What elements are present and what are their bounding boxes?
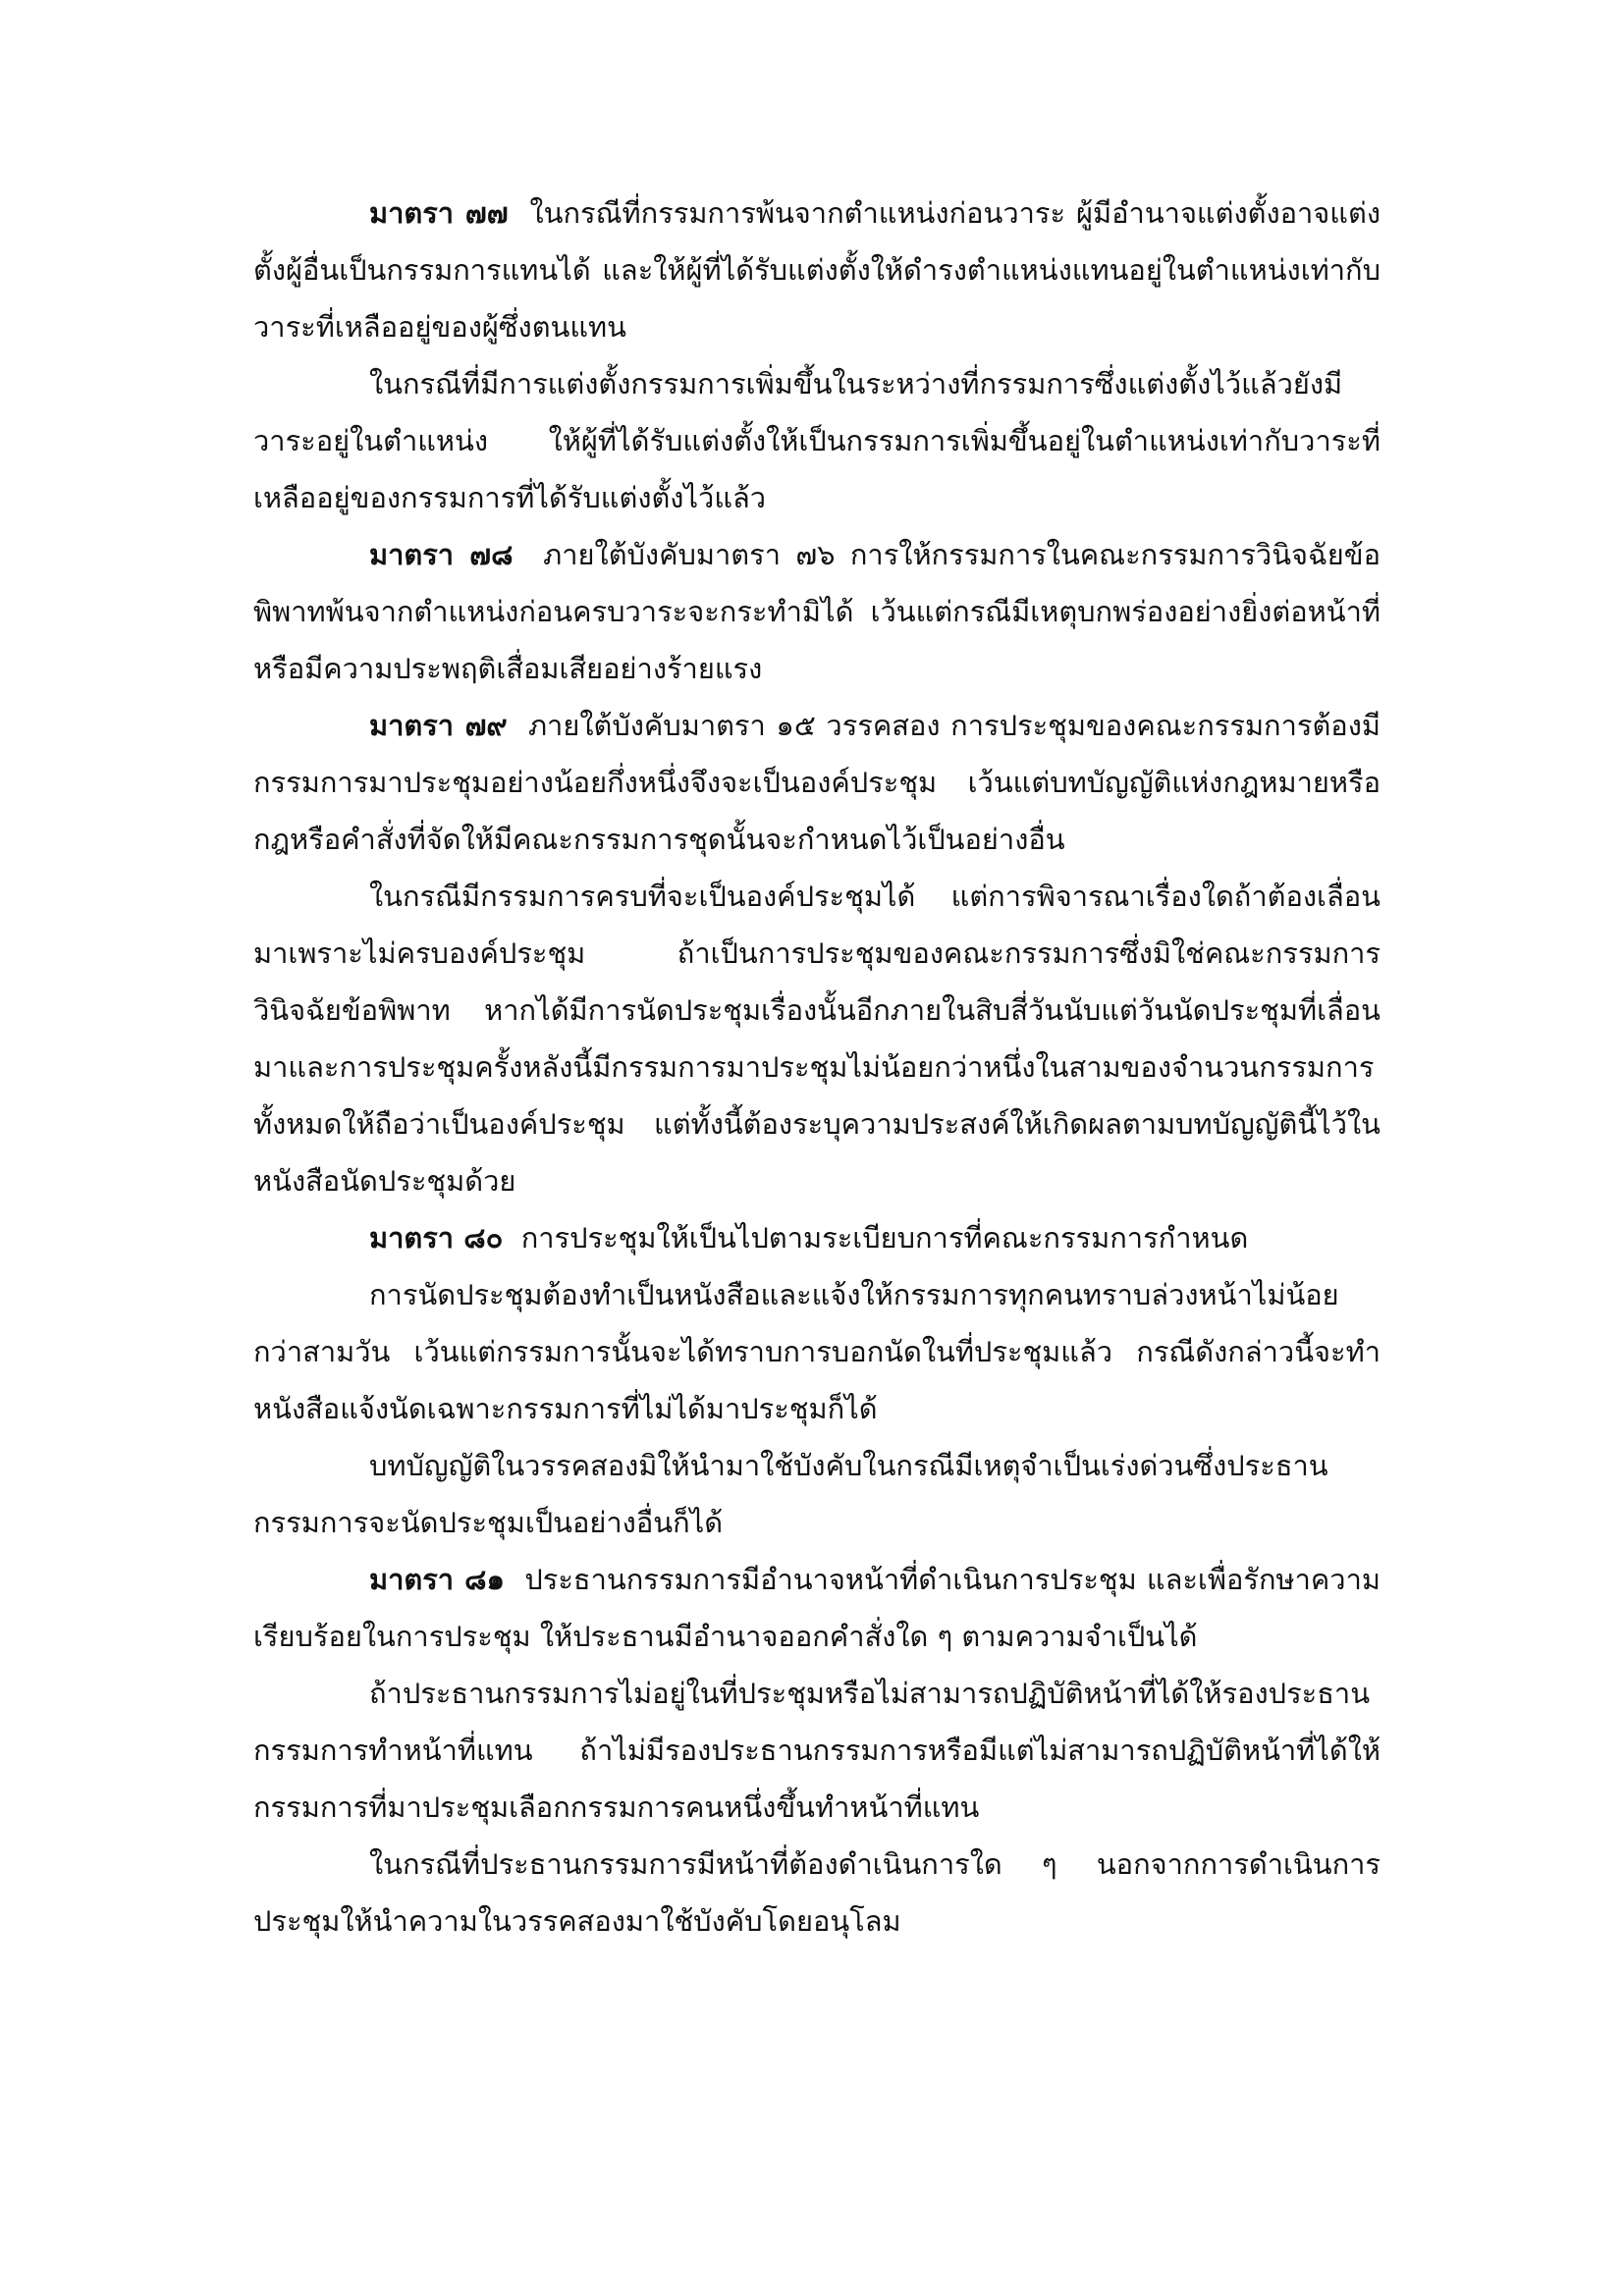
section-81-paragraph-3 bbox=[253, 1836, 1380, 1949]
paragraph-text: ในกรณีมีกรรมการครบที่จะเป็นองค์ประชุมได้ แต่การพิจารณาเรื่องใดถ้าต้องเลื่อนมาเพราะไม่ครบองค์ประชุม ถ้าเป็นการประชุมของคณะกรรมการซึ่งมิใช่คณะกรรมการวินิจฉัยข้อพิพาท หากได้มีการนัดประชุมเรื่องนั้นอีกภายในสิบสี่วันนับแต่วันนัดประชุมที่เลื่อนมาและการประชุมครั้งหลังนี้มีกรรมการมาประชุมไม่น้อยกว่าหนึ่งในสามของจำนวนกรรมการทั้งหมดให้ถือว่าเป็นองค์ประชุม แต่ทั้งนี้ต้องระบุความประสงค์ให้เกิดผลตามบทบัญญัตินี้ไว้ในหนังสือนัดประชุมด้วย bbox=[253, 880, 1380, 1198]
section-80-paragraph bbox=[253, 1209, 1380, 1266]
section-80-paragraph-2 bbox=[253, 1266, 1380, 1437]
section-label: มาตรา ๗๙ bbox=[369, 709, 508, 742]
paragraph-text: ภายใต้บังคับมาตรา ๑๕ วรรคสอง การประชุมของคณะกรรมการต้องมีกรรมการมาประชุมอย่างน้อยกึ่งหนึ่งจึงจะเป็นองค์ประชุม เว้นแต่บทบัญญัติแห่งกฎหมายหรือกฎหรือคำสั่งที่จัดให้มีคณะกรรมการชุดนั้นจะกำหนดไว้เป็นอย่างอื่น bbox=[253, 709, 1380, 856]
paragraph-text: การนัดประชุมต้องทำเป็นหนังสือและแจ้งให้กรรมการทุกคนทราบล่วงหน้าไม่น้อยกว่าสามวัน เว้นแต่กรรมการนั้นจะได้ทราบการบอกนัดในที่ประชุมแล้ว กรณีดังกล่าวนี้จะทำหนังสือแจ้งนัดเฉพาะกรรมการที่ไม่ได้มาประชุมก็ได้ bbox=[253, 1278, 1380, 1425]
section-label: มาตรา ๘๐ bbox=[369, 1221, 504, 1255]
document-body bbox=[253, 185, 1380, 1949]
section-80-paragraph-3 bbox=[253, 1437, 1380, 1551]
section-label: มาตรา ๘๑ bbox=[369, 1563, 505, 1596]
paragraph-text: ในกรณีที่มีการแต่งตั้งกรรมการเพิ่มขึ้นในระหว่างที่กรรมการซึ่งแต่งตั้งไว้แล้วยังมีวาระอยู่ในตำแหน่ง ให้ผู้ที่ได้รับแต่งตั้งให้เป็นกรรมการเพิ่มขึ้นอยู่ในตำแหน่งเท่ากับวาระที่เหลืออยู่ของกรรมการที่ได้รับแต่งตั้งไว้แล้ว bbox=[253, 367, 1380, 514]
paragraph-text: ในกรณีที่กรรมการพ้นจากตำแหน่งก่อนวาระ ผู้มีอำนาจแต่งตั้งอาจแต่งตั้งผู้อื่นเป็นกรรมการแทนได้ และให้ผู้ที่ได้รับแต่งตั้งให้ดำรงตำแหน่งแทนอยู่ในตำแหน่งเท่ากับวาระที่เหลืออยู่ของผู้ซึ่งตนแทน bbox=[253, 196, 1380, 344]
paragraph-text: ในกรณีที่ประธานกรรมการมีหน้าที่ต้องดำเนินการใด ๆ นอกจากการดำเนินการประชุมให้นำความในวรรคสองมาใช้บังคับโดยอนุโลม bbox=[253, 1847, 1380, 1938]
paragraph-text: ภายใต้บังคับมาตรา ๗๖ การให้กรรมการในคณะกรรมการวินิจฉัยข้อพิพาทพ้นจากตำแหน่งก่อนครบวาระจะกระทำมิได้ เว้นแต่กรณีมีเหตุบกพร่องอย่างยิ่งต่อหน้าที่หรือมีความประพฤติเสื่อมเสียอย่างร้ายแรง bbox=[253, 538, 1380, 685]
paragraph-text: ประธานกรรมการมีอำนาจหน้าที่ดำเนินการประชุม และเพื่อรักษาความเรียบร้อยในการประชุม ให้ประธานมีอำนาจออกคำสั่งใด ๆ ตามความจำเป็นได้ bbox=[253, 1563, 1380, 1653]
paragraph-text: การประชุมให้เป็นไปตามระเบียบการที่คณะกรรมการกำหนด bbox=[520, 1221, 1249, 1255]
section-77-paragraph bbox=[253, 185, 1380, 355]
section-77-paragraph-2 bbox=[253, 355, 1380, 526]
section-81-paragraph bbox=[253, 1551, 1380, 1665]
section-79-paragraph bbox=[253, 697, 1380, 868]
section-79-paragraph-2 bbox=[253, 868, 1380, 1209]
section-label: มาตรา ๗๗ bbox=[369, 196, 509, 230]
paragraph-text: ถ้าประธานกรรมการไม่อยู่ในที่ประชุมหรือไม่สามารถปฏิบัติหน้าที่ได้ให้รองประธานกรรมการทำหน้าที่แทน ถ้าไม่มีรองประธานกรรมการหรือมีแต่ไม่สามารถปฏิบัติหน้าที่ได้ให้กรรมการที่มาประชุมเลือกกรรมการคนหนึ่งขึ้นทำหน้าที่แทน bbox=[253, 1677, 1380, 1824]
section-81-paragraph-2 bbox=[253, 1665, 1380, 1836]
section-78-paragraph bbox=[253, 526, 1380, 697]
section-label: มาตรา ๗๘ bbox=[369, 538, 514, 571]
paragraph-text: บทบัญญัติในวรรคสองมิให้นำมาใช้บังคับในกรณีมีเหตุจำเป็นเร่งด่วนซึ่งประธานกรรมการจะนัดประชุมเป็นอย่างอื่นก็ได้ bbox=[253, 1449, 1328, 1539]
